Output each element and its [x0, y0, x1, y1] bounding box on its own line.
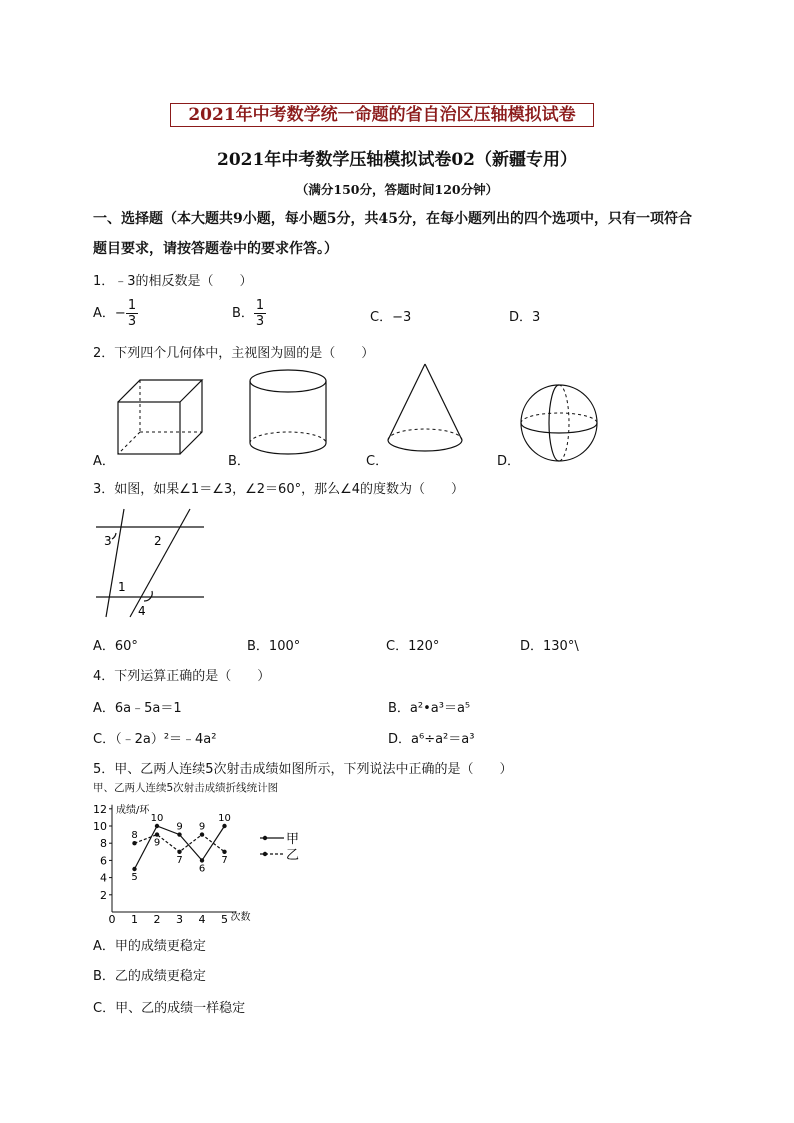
data-point	[177, 832, 181, 836]
angle-2-label: 2	[154, 534, 162, 548]
data-point	[132, 841, 136, 845]
x-tick-label: 1	[131, 913, 138, 926]
cone-figure	[380, 360, 470, 462]
q1-option-d: D．3	[509, 310, 541, 325]
data-label: 9	[176, 821, 183, 833]
data-label: 10	[150, 813, 164, 824]
q5-option-a: A．甲的成绩更稳定	[93, 939, 206, 954]
y-tick-label: 8	[100, 837, 107, 851]
q1-a-numerator: 1	[127, 298, 137, 313]
q1-b-numerator: 1	[255, 298, 265, 313]
q1-option-b-label: B．	[232, 306, 254, 321]
legend-marker	[263, 836, 267, 840]
q1-option-a	[93, 298, 138, 329]
chart-title: 甲、乙两人连续5次射击成绩折线统计图	[93, 782, 279, 794]
q1-option-c: C．−3	[370, 310, 412, 325]
q4-option-b: B．a²•a³＝a⁵	[388, 701, 471, 716]
q5-option-b: B．乙的成绩更稳定	[93, 969, 206, 984]
x-tick-label: 3	[176, 913, 183, 926]
x-axis-label: 次数	[230, 912, 251, 923]
q2-option-b: B．	[228, 454, 250, 469]
q4-option-d: D．a⁶÷a²＝a³	[388, 732, 475, 747]
q3-option-d: D．130°\	[520, 639, 579, 654]
q1-a-denominator: 3	[127, 314, 137, 329]
data-label: 9	[198, 821, 206, 833]
exam-series-banner: 2021年中考数学统一命题的省自治区压轴模拟试卷	[170, 103, 594, 127]
y-tick-label: 4	[100, 871, 107, 885]
angle-4-label: 4	[138, 604, 146, 618]
data-point	[222, 850, 226, 854]
legend-marker	[263, 852, 267, 856]
page-title: 2021年中考数学压轴模拟试卷02（新疆专用）	[217, 150, 577, 170]
angle-3-label: 3	[104, 534, 112, 548]
q3-option-a: A．60°	[93, 639, 138, 654]
y-tick-label: 2	[100, 888, 107, 902]
legend-label: 甲	[286, 832, 300, 847]
cube-figure	[110, 372, 210, 460]
q4-option-a: A．6a﹣5a＝1	[93, 701, 182, 716]
q1-option-a-sign: −	[114, 306, 126, 321]
q3-stem: 3．如图，如果∠1＝∠3，∠2＝60°，那么∠4的度数为（ ）	[93, 482, 465, 497]
data-point	[222, 824, 226, 828]
parallel-lines-figure	[92, 505, 207, 620]
y-tick-label: 10	[93, 820, 107, 833]
data-point	[200, 832, 204, 836]
q1-b-denominator: 3	[255, 314, 265, 329]
q2-stem: 2．下列四个几何体中，主视图为圆的是（ ）	[93, 346, 375, 361]
sphere-figure	[516, 380, 602, 466]
data-label: 7	[221, 854, 228, 866]
q3-option-b: B．100°	[247, 639, 301, 654]
q2-option-a: A．	[93, 454, 115, 469]
q4-option-c: C．（﹣2a）²＝﹣4a²	[93, 732, 217, 747]
q2-option-d: D．	[497, 454, 521, 469]
data-point	[155, 824, 159, 828]
q5-option-c: C．甲、乙的成绩一样稳定	[93, 1001, 246, 1016]
data-label: 5	[131, 872, 138, 883]
data-point	[200, 858, 204, 862]
data-point	[155, 832, 159, 836]
q1-stem: 1．﹣3的相反数是（ ）	[93, 274, 253, 289]
section-heading: 一、选择题（本大题共9小题，每小题5分，共45分，在每小题列出的四个选项中，只有一项符合题目要求，请按答题卷中的要求作答。）	[93, 211, 692, 257]
y-tick-label: 6	[100, 854, 107, 868]
data-label: 9	[153, 837, 161, 849]
cylinder-figure	[244, 365, 332, 460]
q1-option-b	[232, 298, 266, 329]
angle-1-label: 1	[118, 580, 126, 594]
x-tick-label: 4	[198, 913, 206, 926]
x-tick-label: 5	[221, 913, 228, 926]
q1-option-a-fraction	[126, 298, 138, 329]
data-label: 7	[176, 854, 183, 866]
q3-option-c: C．120°	[386, 639, 440, 654]
y-axis-label: 成绩/环	[116, 804, 150, 816]
x-tick-label: 0	[108, 913, 116, 926]
legend-label: 乙	[286, 848, 300, 863]
q1-option-a-label: A．	[93, 306, 115, 321]
data-label: 8	[131, 830, 138, 842]
page-subtitle: （满分150分，答题时间120分钟）	[295, 182, 499, 197]
data-point	[177, 850, 181, 854]
q1-option-b-fraction	[254, 298, 266, 329]
data-label: 6	[198, 863, 206, 875]
y-tick-label: 12	[93, 802, 107, 816]
data-label: 10	[218, 813, 231, 824]
q4-stem: 4．下列运算正确的是（ ）	[93, 669, 271, 684]
shooting-scores-chart	[88, 794, 308, 926]
data-point	[132, 867, 136, 871]
q2-option-c: C．	[366, 454, 389, 469]
q5-stem: 5．甲、乙两人连续5次射击成绩如图所示，下列说法中正确的是（ ）	[93, 762, 513, 777]
x-tick-label: 2	[153, 913, 161, 926]
